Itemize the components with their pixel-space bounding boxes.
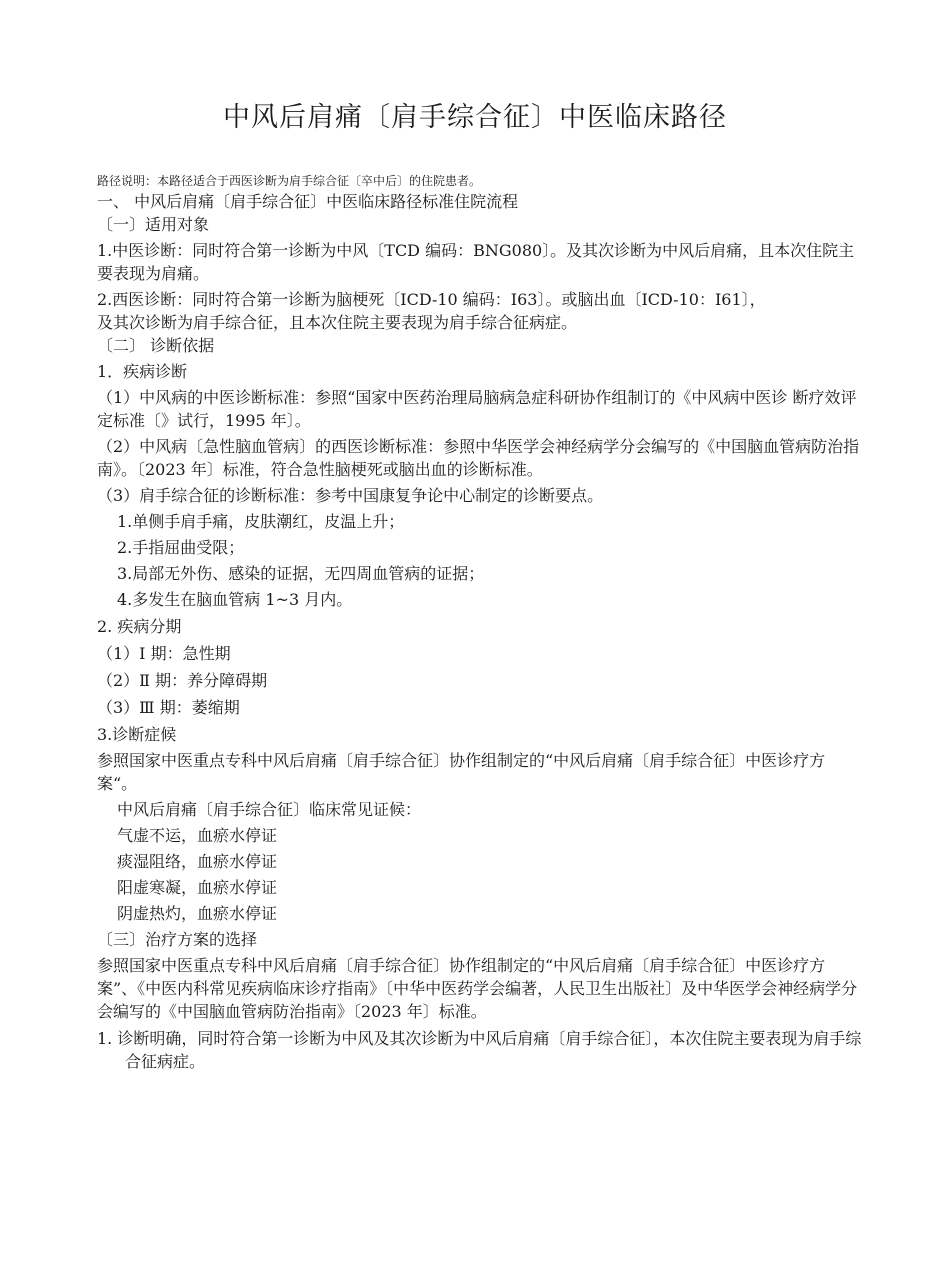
paragraph: （3）肩手综合征的诊断标准：参考中国康复争论中心制定的诊断要点。: [97, 486, 604, 505]
list-item: （2）Ⅱ 期：养分障碍期: [97, 671, 268, 690]
paragraph: 中风后肩痛〔肩手综合征〕临床常见证候：: [117, 800, 422, 819]
list-item: 阳虚寒凝，血瘀水停证: [117, 878, 278, 897]
paragraph: 1.中医诊断：同时符合第一诊断为中风〔TCD 编码：BNG080〕。及其次诊断为中风后肩痛，且本次住院主要表现为肩痛。: [97, 241, 855, 283]
subsection-heading: 〔二〕 诊断依据: [97, 336, 215, 355]
paragraph: 2.西医诊断：同时符合第一诊断为脑梗死〔ICD-10 编码：I63〕。或脑出血〔ICD-10：I61〕，: [97, 290, 766, 309]
list-heading: 3.诊断症候: [97, 725, 177, 744]
list-item: 4.多发生在脑血管病 1~3 月内。: [117, 590, 353, 609]
paragraph: 参照国家中医重点专科中风后肩痛〔肩手综合征〕协作组制定的“中风后肩痛〔肩手综合征〕中医诊疗方案“。: [97, 751, 826, 793]
paragraph: （1）中风病的中医诊断标准：参照“国家中医药治理局脑病急症科研协作组制订的《中风病中医诊 断疗效评定标准〔》试行，1995 年〕。: [97, 388, 857, 430]
list-heading: 2. 疾病分期: [97, 617, 182, 636]
paragraph: 参照国家中医重点专科中风后肩痛〔肩手综合征〕协作组制定的“中风后肩痛〔肩手综合征〕中医诊疗方案”、《中医内科常见疾病临床诊疗指南》〔中华中医药学会编著，人民卫生出版社〕及中华医学会神经病学分会编写的《中国脑血管病防治指南》〔2023 年〕标准。: [97, 956, 858, 1021]
list-item: 2.手指屈曲受限；: [117, 538, 245, 557]
section-heading-1: 一、 中风后肩痛〔肩手综合征〕中医临床路径标准住院流程: [97, 192, 519, 211]
list-item: 气虚不运，血瘀水停证: [117, 826, 278, 845]
list-item: 3.局部无外伤、感染的证据，无四周血管病的证据；: [117, 564, 485, 583]
list-item: 1.单侧手肩手痛，皮肤潮红，皮温上升；: [117, 512, 405, 531]
list-item: （3）Ⅲ 期：萎缩期: [97, 698, 240, 717]
subsection-heading: 〔三〕治疗方案的选择: [97, 930, 258, 949]
subsection-heading: 〔一〕适用对象: [97, 215, 210, 234]
list-item: 1. 诊断明确，同时符合第一诊断为中风及其次诊断为中风后肩痛〔肩手综合征〕，本次住院主要表现为肩手综合征病症。: [97, 1029, 862, 1071]
list-heading: 1．疾病诊断: [97, 362, 188, 381]
paragraph: （2）中风病〔急性脑血管病〕的西医诊断标准：参照中华医学会神经病学分会编写的《中国脑血管病防治指南》。〔2023 年〕标准，符合急性脑梗死或脑出血的诊断标准。: [97, 437, 860, 479]
list-item: （1）Ⅰ 期：急性期: [97, 644, 231, 663]
paragraph: 及其次诊断为肩手综合征，且本次住院主要表现为肩手综合征病症。: [97, 313, 578, 332]
document-title: 中风后肩痛〔肩手综合征〕中医临床路径: [223, 102, 727, 133]
list-item: 痰湿阻络，血瘀水停证: [117, 852, 278, 871]
path-note: 路径说明：本路径适合于西医诊断为肩手综合征〔卒中后〕的住院患者。: [97, 174, 482, 188]
list-item: 阴虚热灼，血瘀水停证: [117, 904, 278, 923]
document-body: [97, 190, 862, 1073]
